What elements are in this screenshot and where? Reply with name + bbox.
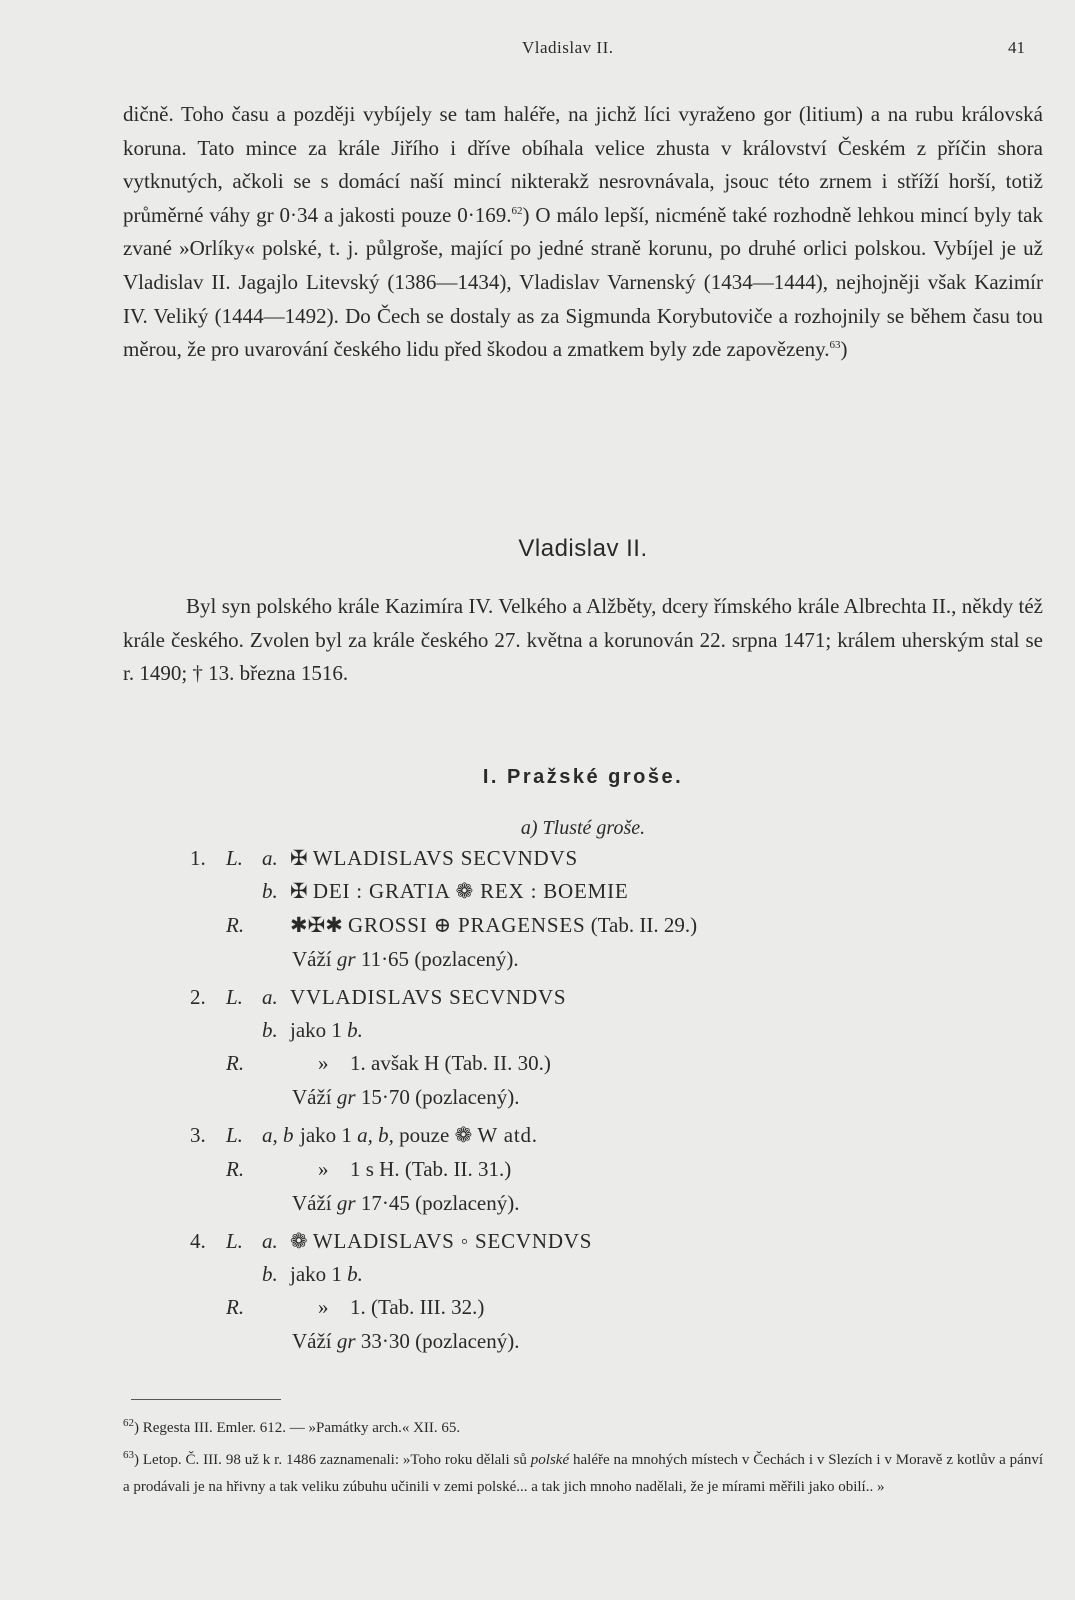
entry-1-reverse xyxy=(0,910,1075,940)
legend-b-text: DEI : GRATIA ❁ REX : BOEMIE xyxy=(312,879,629,903)
side-label-L: L. xyxy=(226,985,243,1009)
entry-3-obverse xyxy=(0,1120,1075,1150)
legend-a xyxy=(290,1226,592,1256)
legend-b: jako 1 b. xyxy=(290,1262,363,1286)
legend-a-text: WLADISLAVS ◦ SECVNDVS xyxy=(312,1229,593,1253)
plate-reference: (Tab. II. 29.) xyxy=(590,913,698,937)
entry-3-weight xyxy=(0,1188,1075,1218)
weight-line: Váží gr 17·45 (pozlacený). xyxy=(292,1191,520,1215)
entry-number: 1. xyxy=(190,846,206,870)
legend-r-text: 1 s H. (Tab. II. 31.) xyxy=(350,1157,512,1181)
weight-line: Váží gr 33·30 (pozlacený). xyxy=(292,1329,520,1353)
section-title: Vladislav II. xyxy=(518,535,648,562)
section-paragraph: Byl syn polského krále Kazimíra IV. Velkého a Alžběty, dcery římského krále Albrechta II., někdy též krále českého. Zvolen byl za krále českého 27. května a korunován 22. srpna 1471; králem uherským stal se r. 1490; † 13. března 1516. xyxy=(123,594,1043,685)
side-label-R: R. xyxy=(226,913,245,937)
legend-b: jako 1 b. xyxy=(290,1018,363,1042)
ditto-mark: » xyxy=(318,1295,329,1319)
running-head-title: Vladislav II. xyxy=(522,38,614,57)
row-label-b: b. xyxy=(262,1018,278,1042)
intro-text-end: ) xyxy=(840,337,848,362)
footnote-italic: polské xyxy=(530,1452,570,1468)
intro-text-2: ) O málo lepší, nicméně také rozhodně lehkou mincí byly tak zvané »Orlíky« polské, t. j. půlgroše, mající po jedné straně korunu, po druhé orlici polskou. Vybíjel je už Vladislav II. Jagajlo Litevský (1386—1434), Vladislav Varnenský (1434—1444), nejhojněji však Kazimír IV. Veliký (1444—1492). Do Čech se dostaly as za Sigmunda Korybutoviče a rozhojnily se během času tou měrou, že pro uvarování českého lidu před škodou a zmatkem byly zde zapovězeny. xyxy=(123,202,1043,362)
ditto-mark: » xyxy=(318,1157,329,1181)
flower-symbol-icon: ❁ xyxy=(290,1229,308,1253)
footnote-mark: 62 xyxy=(123,1417,134,1429)
legend-r-text: 1. avšak H (Tab. II. 30.) xyxy=(350,1051,551,1075)
star-cross-symbol-icon: ✱✠✱ xyxy=(290,913,343,937)
weight-line: Váží gr 15·70 (pozlacený). xyxy=(292,1085,520,1109)
row-label-a: a. xyxy=(262,1229,278,1253)
row-label-b: b. xyxy=(262,1262,278,1286)
row-label-a: a. xyxy=(262,846,278,870)
side-label-L: L. xyxy=(226,1229,243,1253)
footnote-divider xyxy=(131,1399,281,1400)
row-label-ab: a, b xyxy=(262,1123,294,1147)
side-label-R: R. xyxy=(226,1051,245,1075)
subsection-title: I. Pražské groše. xyxy=(482,766,684,788)
ditto-mark: » xyxy=(318,1051,329,1075)
entry-2-obverse-a xyxy=(0,982,1075,1012)
footnote-62 xyxy=(123,1415,1043,1442)
side-label-R: R. xyxy=(226,1157,245,1181)
legend-b xyxy=(290,876,629,906)
cross-symbol-icon: ✠ xyxy=(290,879,308,903)
entry-2-obverse-b xyxy=(0,1015,1075,1045)
legend-r xyxy=(290,910,697,940)
page-number: 41 xyxy=(1008,38,1025,57)
entry-number: 2. xyxy=(190,985,206,1009)
footnote-ref-63[interactable]: 63 xyxy=(829,339,841,352)
footnote-text-2: haléře na mnohých místech v Čechách i v Slezích i v Moravě z kotlův a pánví a prodávali je na hřivny a tak veliku zúbuhu učinili v zemi polské... a tak jich mnoho nadělali, že je mírami měřili jako obilí.. » xyxy=(123,1452,1044,1495)
intro-text: dičně. Toho času a později vybíjely se tam haléře, na jichž líci vyraženo gor (litium) a na rubu královská koruna. Tato mince za krále Jiřího i dříve obíhala velice zhusta v království Českém z příčin shora vytknutých, ačkoli se s domácí naší mincí nikterakž nesrovnávala, jsouc této zrnem i stříží horší, totiž průměrné váhy gr 0·34 a jakosti pouze 0·169. xyxy=(123,102,1043,227)
entry-number: 3. xyxy=(190,1123,206,1147)
weight-value: 11·65 xyxy=(360,947,410,971)
entry-4-reverse xyxy=(0,1292,1075,1322)
footnote-text: ) Regesta III. Emler. 612. — »Památky arch.« XII. 65. xyxy=(134,1420,461,1436)
legend-r-text: GROSSI ⊕ PRAGENSES xyxy=(348,913,586,937)
entry-1-obverse-a xyxy=(0,843,1075,873)
entry-2-reverse xyxy=(0,1048,1075,1078)
weight-value: 15·70 xyxy=(360,1085,410,1109)
legend-a xyxy=(290,843,578,873)
legend-a-text: WLADISLAVS SECVNDVS xyxy=(312,846,578,870)
entry-1-obverse-b xyxy=(0,876,1075,906)
subsubsection-title: a) Tlusté groše. xyxy=(520,817,646,839)
entry-4-obverse-b xyxy=(0,1259,1075,1289)
footnote-mark: 63 xyxy=(123,1449,134,1461)
entry-3-reverse xyxy=(0,1154,1075,1184)
entry-4-obverse-a xyxy=(0,1226,1075,1256)
legend-a: jako 1 a, b, pouze ❁ W atd. xyxy=(300,1120,538,1150)
entry-number: 4. xyxy=(190,1229,206,1253)
side-label-R: R. xyxy=(226,1295,245,1319)
side-label-L: L. xyxy=(226,846,243,870)
entry-1-weight xyxy=(0,944,1075,974)
weight-value: 33·30 xyxy=(360,1329,410,1353)
weight-line: Váží gr 11·65 (pozlacený). xyxy=(292,947,519,971)
row-label-a: a. xyxy=(262,985,278,1009)
legend-a-text: VVLADISLAVS SECVNDVS xyxy=(290,985,567,1009)
row-label-b: b. xyxy=(262,879,278,903)
entry-2-weight xyxy=(0,1082,1075,1112)
legend-r-text: 1. (Tab. III. 32.) xyxy=(350,1295,485,1319)
side-label-L: L. xyxy=(226,1123,243,1147)
flower-symbol-icon: ❁ xyxy=(454,1123,473,1147)
entry-4-weight xyxy=(0,1326,1075,1356)
footnote-ref-62[interactable]: 62 xyxy=(511,204,523,217)
footnote-63 xyxy=(123,1447,1043,1501)
footnote-text: ) Letop. Č. III. 98 už k r. 1486 zaznamenali: »Toho roku dělali sů xyxy=(134,1452,527,1468)
weight-value: 17·45 xyxy=(360,1191,410,1215)
cross-symbol-icon: ✠ xyxy=(290,846,308,870)
